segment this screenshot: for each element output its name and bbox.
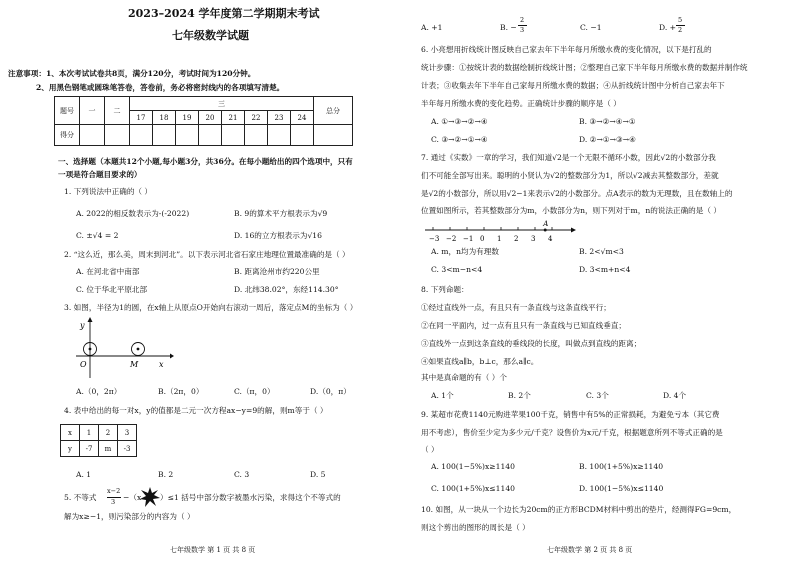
q8-line: ①经过直线外一点，有且只有一条直线与这条直线平行； [421,303,611,312]
q6-line: 6. 小亮想用折线统计图反映自己家去年下半年每月所缴水费的变化情况，以下是打乱的 [421,45,712,54]
q4-option-c: C. 3 [234,470,250,479]
q7-option-b: B. 2<√m<3 [579,247,624,256]
q5-option-b-den: 3 [520,26,525,34]
x-axis-arrow-icon [170,354,174,359]
q7-option-d: D. 3<m+n<4 [579,265,631,274]
number-line-tick-label: 3 [531,235,536,243]
y-axis-label: y [80,321,85,330]
q6-line: 计表；③收集去年下半年自己家每月所缴水费的数据；④从折线统计图中分析自己家去年下 [421,81,725,90]
q4-cell: 2 [99,425,118,441]
origin-label: O [80,360,87,369]
q10-line: 10. 如图，从一块从一个边长为20cm的正方形BCDM材料中剪出的垫片，经测得FG=9cm， [421,505,737,514]
q1-option-c: C. ±√4 = 2 [76,231,119,240]
q3-option-a: A.（0，2π） [76,387,122,396]
q2-option-a: A. 在河北省中南部 [76,267,140,276]
q8-option-a: A. 1个 [431,391,454,400]
number-line-tick-label: 0 [480,235,485,243]
q5-option-b-prefix: B. − [500,23,517,32]
q1-stem: 1. 下列说法中正确的（ ） [64,187,153,196]
score-sub-col: 21 [222,111,245,125]
q6-option-a: A. ①→③→②→④ [431,117,488,126]
q1-option-d: D. 16的立方根表示为√16 [234,231,322,240]
score-sub-col: 23 [268,111,291,125]
q4-option-b: B. 2 [158,470,174,479]
number-line-arrow-icon [571,228,576,233]
q4-cell: 3 [118,425,137,441]
note-2: 2、用黑色钢笔或圆珠笔答卷，答卷前，务必将密封线内的各项填写清楚。 [36,83,285,92]
score-sub-col: 22 [245,111,268,125]
score-sub-col: 19 [176,111,199,125]
q5-prefix: 5. 不等式 [64,493,97,502]
q4-table [60,424,137,457]
q9-option-a: A. 100(1−5%)x≥1140 [431,462,515,471]
q10-line: 则这个剪出的图形的周长是（ ） [421,523,530,532]
q4-option-d: D. 5 [310,470,326,479]
note-1: 注意事项：1、本次考试试卷共8页，满分120分，考试时间为120分钟。 [8,69,256,78]
q9-line: 9. 某超市花费1140元购进苹果100千克，销售中有5%的正常损耗，为避免亏本（其它费 [421,410,720,419]
q3-figure [66,316,176,380]
q7-number-line [421,220,581,248]
page-footer-2: 七年级数学 第 2 页 共 8 页 [547,546,633,554]
point-m-label: M [130,360,139,369]
q7-option-c: C. 3<m−n<4 [431,265,483,274]
q6-option-c: C. ③→②→①→④ [431,135,488,144]
q3-option-b: B.（2π，0） [158,387,204,396]
q9-line: （ ） [421,445,439,454]
q2-option-c: C. 位于华北平原北部 [76,285,148,294]
q4-cell: m [99,441,118,457]
q1-option-b: B. 9的算术平方根表示为√9 [234,209,328,218]
q6-line: 半年每月所缴水费的变化趋势。正确统计步骤的顺序是（ ） [421,99,621,108]
q6-line: 统计步骤：①按统计表的数据绘制折线统计图；②整理自己家下半年每月所缴水费的数据并制作统 [421,63,748,72]
score-sub-col: 18 [153,111,176,125]
q5-line2: 解为x≥−1，则污染部分的内容为（ ） [64,512,195,521]
q5-option-d-num: 5 [678,16,683,24]
score-row-label-2: 得分 [55,125,80,146]
exam-title: 2023–2024 学年度第二学期期末考试 [128,7,320,20]
q4-cell: -7 [80,441,99,457]
score-col-1: 一 [80,97,105,125]
q4-cell: -3 [118,441,137,457]
end-center-dot [137,348,140,351]
q5-option-b-num: 2 [520,16,525,24]
section-1-heading: 一、选择题（本题共12个小题,每小题3分，共36分。在每小题给出的四个选项中，只有 [58,157,353,166]
q8-option-b: B. 2个 [508,391,531,400]
q3-stem: 3. 如图，半径为1的圆，在x轴上从原点O开始向右滚动一周后，落定点M的坐标为（ ） [64,303,358,312]
y-axis-arrow-icon [88,317,93,322]
number-line-tick-label: −2 [446,235,457,243]
q7-line: 是√2的小数部分，所以用√2−1来表示√2的小数部分。点A表示的数为无理数，且在数轴上的 [421,189,733,198]
q5-option-d-prefix: D. + [659,23,677,32]
q9-option-b: B. 100(1+5%)x≥1140 [579,462,664,471]
number-line-tick-label: 1 [497,235,502,243]
q8-line: ③直线外一点到这条直线的垂线段的长度，叫做点到直线的距离； [421,339,642,348]
q5-option-d-den: 2 [678,26,683,34]
score-col-3: 三 [130,97,314,111]
number-line-tick-label: 4 [548,235,553,243]
q8-option-c: C. 3个 [586,391,609,400]
score-sub-col: 24 [291,111,314,125]
q4-cell: y [61,441,80,457]
score-total: 总分 [314,97,353,125]
q4-option-a: A. 1 [76,470,92,479]
q3-option-d: D.（0，π） [310,387,351,396]
q8-line: 其中是真命题的有（ ）个 [421,373,507,382]
score-table [54,96,353,146]
q8-line: 8. 下列命题： [421,285,469,294]
number-line-tick-label: −1 [463,235,474,243]
q1-option-a: A. 2022的相反数表示为-(-2022) [76,209,190,218]
q9-line: 用不考虑），售价至少定为多少元/千克？设售价为x元/千克，根据题意所列不等式正确的是 [421,428,723,437]
score-sub-col: 20 [199,111,222,125]
q5-fraction-denominator: 3 [111,498,116,506]
q5-fraction-numerator: x−2 [107,487,121,495]
q2-option-b: B. 距离沧州市约220公里 [234,267,320,276]
q5-mid: −（x [123,493,142,502]
q8-line: ②在同一平面内，过一点有且只有一条直线与已知直线垂直； [421,321,627,330]
q7-option-a: A. m，n均为有理数 [431,247,499,256]
score-sub-col: 17 [130,111,153,125]
point-a-marker [544,229,547,232]
q4-cell: 1 [80,425,99,441]
section-1-heading-2: 一项是符合题目要求的） [58,170,142,179]
q9-option-c: C. 100(1+5%)x≤1140 [431,484,515,493]
q4-cell: x [61,425,80,441]
exam-subtitle: 七年级数学试题 [172,29,249,42]
x-axis-label: x [159,360,164,369]
q2-option-d: D. 北纬38.02°，东经114.30° [234,285,339,294]
score-row-label: 题号 [55,97,80,125]
q6-option-b: B. ③→②→④→① [579,117,636,126]
q5-option-a: A. +1 [421,23,443,32]
point-a-label: A [543,220,549,228]
q8-line: ④如果直线a∥b，b⊥c，那么a∥c。 [421,357,539,366]
number-line-tick-label: −3 [429,235,440,243]
q2-stem: 2. “这么近，那么美，周末到河北”。以下表示河北省石家庄地理位置最准确的是（ ） [64,250,350,259]
number-line-tick-label: 2 [514,235,519,243]
right-page [397,0,794,561]
q8-option-d: D. 4个 [663,391,687,400]
start-center-dot [89,348,92,351]
q5-option-c: C. −1 [580,23,602,32]
q6-option-d: D. ②→①→③→④ [579,135,636,144]
page-footer-1: 七年级数学 第 1 页 共 8 页 [170,546,256,554]
ink-blot-icon [140,487,160,507]
score-col-2: 二 [105,97,130,125]
q7-line: 们不可能全部写出来。聪明的小贤认为√2的整数部分为1，所以√2减去其整数部分，差就 [421,171,719,180]
q4-stem: 4. 表中给出的每一对x，y的值都是二元一次方程ax−y=9的解，则m等于（ ） [64,406,328,415]
q7-line: 位置如图所示，若其整数部分为m，小数部分为n，则下列对于m，n的说法正确的是（ ） [421,206,721,215]
q3-option-c: C.（π，0） [234,387,275,396]
q9-option-d: D. 100(1−5%)x≤1140 [579,484,664,493]
q7-line: 7. 通过《实数》一章的学习，我们知道√2是一个无限不循环小数，因此√2的小数部分我 [421,153,716,162]
q5-line1-end: ）≤1 括号中部分数字被墨水污染，求得这个不等式的 [160,493,341,502]
